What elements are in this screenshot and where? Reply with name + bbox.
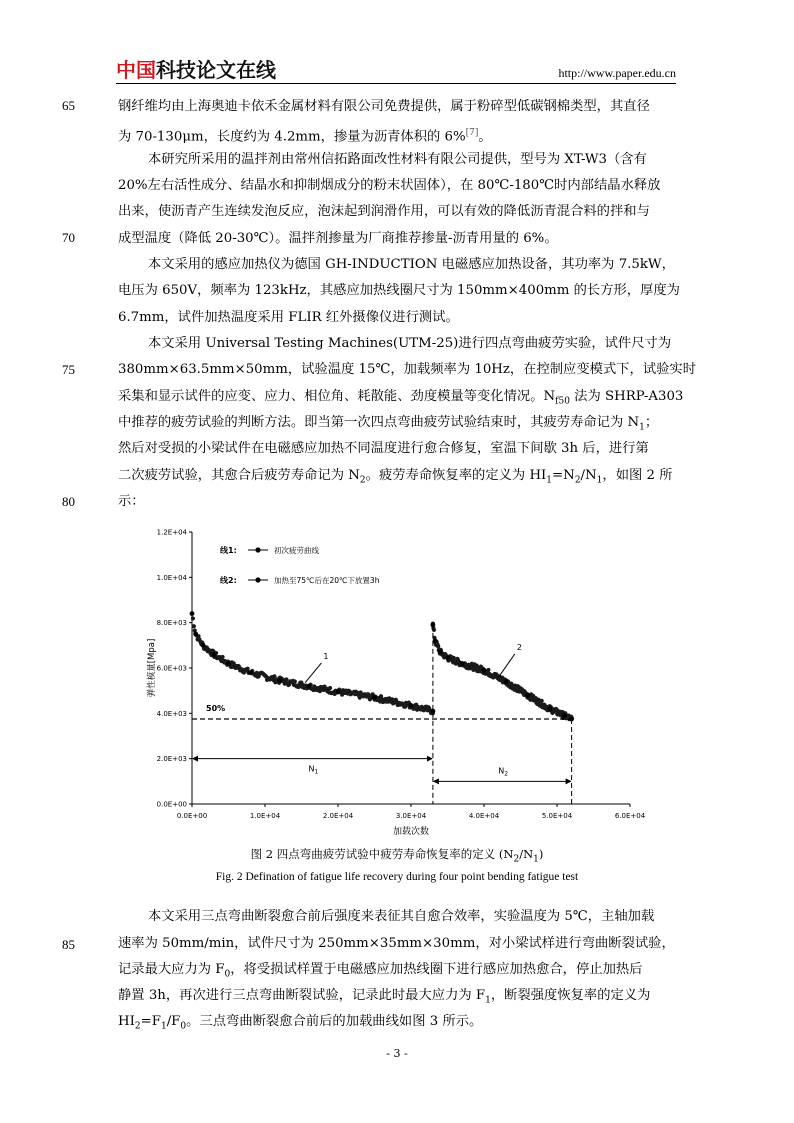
text-line: 二次疲劳试验，其愈合后疲劳寿命记为 $N_2$。疲劳寿命恢复率的定义为 $HI_1=N_2/N_1$，如图 2 所 <box>118 468 673 486</box>
y-tick-label: 0.0E+00 <box>156 800 187 809</box>
data-point <box>486 668 490 672</box>
series-2-label: 2 <box>516 642 522 652</box>
series-1-label: 1 <box>323 651 329 661</box>
text-line: 速率为 50mm/min，试件尺寸为 250mm×35mm×30mm，对小梁试样进行弯曲断裂试验， <box>118 936 675 951</box>
text-line: $HI_2=F_1/F_0$。三点弯曲断裂愈合前后的加载曲线如图 3 所示。 <box>118 1014 483 1032</box>
text-line: 本文采用 Universal Testing Machines(UTM-25)进行四点弯曲疲劳实验，试件尺寸为 <box>148 336 672 351</box>
figure-2 <box>140 524 660 844</box>
figure-caption-en: Fig. 2 Defination of fatigue life recovery during four point bending fatigue test <box>215 871 579 883</box>
text-line: 6.7mm，试件加热温度采用 FLIR 红外摄像仪进行测试。 <box>118 310 459 325</box>
y-tick-label: 2.0E+03 <box>156 755 187 764</box>
data-point <box>438 650 443 655</box>
y-tick-label: 1.2E+04 <box>156 528 187 537</box>
y-tick-label: 8.0E+03 <box>156 619 187 628</box>
line-number-75: 75 <box>62 362 75 377</box>
x-tick-label: 5.0E+04 <box>541 812 573 820</box>
text-line: 为 70-130μm，长度约为 4.2mm，掺量为沥青体积的 6%[7]。 <box>118 128 492 145</box>
legend-marker <box>255 577 260 582</box>
data-point <box>293 679 297 683</box>
line-number-80: 80 <box>62 494 75 509</box>
threshold-label: 50% <box>206 704 226 713</box>
text-line: 中推荐的疲劳试验的判断方法。即当第一次四点弯曲疲劳试验结束时，其疲劳寿命记为 $N_1$； <box>118 415 659 433</box>
x-tick-label: 6.0E+04 <box>614 812 646 820</box>
legend-entry: 加热至75℃后在20℃下放置3h <box>274 576 380 585</box>
header-rule <box>116 83 676 84</box>
y-tick-label: 1.0E+04 <box>156 573 187 582</box>
text-line: 本文采用三点弯曲断裂愈合前后强度来表征其自愈合效率，实验温度为 5℃，主轴加载 <box>148 909 655 924</box>
series-1 <box>190 611 436 715</box>
data-point <box>277 678 282 683</box>
x-tick-label: 4.0E+04 <box>468 812 500 820</box>
data-point <box>433 638 438 643</box>
text-line: 380mm×63.5mm×50mm，试验温度 15℃，加载频率为 10Hz，在控制应变模式下，试验实时 <box>118 362 697 377</box>
data-point <box>482 668 487 673</box>
text-line: 记录最大应力为 $F_0$，将受损试样置于电磁感应加热线圈下进行感应加热愈合，停止加热后 <box>118 962 643 980</box>
line-number-70: 70 <box>62 230 75 245</box>
data-point <box>409 703 414 708</box>
data-point <box>540 699 544 703</box>
data-point <box>562 713 567 718</box>
text-line: 钢纤维均由上海奥迪卡依禾金属材料有限公司免费提供，属于粉碎型低碳钢棉类型，其直径 <box>118 99 650 114</box>
y-axis-label: 弹性模量[Mpa] <box>147 638 157 698</box>
data-point <box>192 624 196 628</box>
data-point <box>201 643 206 648</box>
y-tick-label: 4.0E+03 <box>156 709 187 718</box>
data-point <box>284 677 288 681</box>
text-line: 20%左右活性成分、结晶水和抑制烟成分的粉末状固体），在 80℃-180℃时内部结晶水释放 <box>118 178 661 193</box>
data-point <box>226 661 231 666</box>
data-point <box>460 661 465 666</box>
legend-entry: 初次疲劳曲线 <box>274 546 319 555</box>
data-point <box>245 667 249 671</box>
text-line: 成型温度（降低 20-30℃）。温拌剂掺量为厂商推荐掺量-沥青用量的 6%。 <box>118 231 558 246</box>
data-point <box>190 611 195 616</box>
header-url[interactable]: http://www.paper.edu.cn <box>558 66 676 80</box>
logo-black-part: 科技论文在线 <box>156 58 276 82</box>
x-axis-label: 加载次数 <box>392 827 430 837</box>
logo-red-part: 中国 <box>116 58 156 82</box>
legend-marker <box>255 547 260 552</box>
text-line: 本研究所采用的温拌剂由常州信拓路面改性材料有限公司提供，型号为 XT-W3（含有 <box>148 152 647 167</box>
data-point <box>193 632 198 637</box>
n2-label: $N_2$ <box>498 766 509 778</box>
text-line: 示： <box>118 494 145 509</box>
x-tick-label: 2.0E+04 <box>322 812 354 820</box>
data-point <box>547 706 552 711</box>
journal-logo <box>116 58 276 82</box>
x-tick-label: 3.0E+04 <box>395 812 427 820</box>
n1-label: $N_1$ <box>308 764 319 776</box>
x-tick-label: 0.0E+00 <box>176 812 208 820</box>
y-tick-label: 6.0E+03 <box>156 664 187 673</box>
text-line: 本文采用的感应加热仪为德国 GH-INDUCTION 电磁感应加热设备，其功率为 7.5kW， <box>148 257 675 272</box>
legend-prefix: 线2: <box>220 576 237 585</box>
line-number-65: 65 <box>62 98 75 113</box>
data-point <box>220 655 224 659</box>
data-point <box>336 689 341 694</box>
text-line: 静置 3h，再次进行三点弯曲断裂试验，记录此时最大应力为 $F_1$，断裂强度恢复率的定义为 <box>118 988 651 1006</box>
page-number: - 3 - <box>386 1047 408 1060</box>
data-point <box>525 693 530 698</box>
x-tick-label: 1.0E+04 <box>249 812 281 820</box>
legend-prefix: 线1: <box>220 546 237 555</box>
data-point <box>372 695 377 700</box>
text-line: 采集和显示试件的应变、应力、相位角、耗散能、劲度模量等变化情况。$N_{f50}$ 法为 SHRP-A303 <box>118 389 684 407</box>
text-line: 出来，使沥青产生连续发泡反应，泡沫起到润滑作用，可以有效的降低沥青混合料的拌和与 <box>118 204 650 219</box>
data-point <box>306 684 311 689</box>
series-1-leader <box>305 663 321 683</box>
fatigue-chart <box>140 524 660 844</box>
data-point <box>445 655 450 660</box>
data-point <box>328 686 332 690</box>
text-line: 然后对受损的小梁试件在电磁感应加热不同温度进行愈合修复，室温下间歇 3h 后，进行第 <box>118 441 649 456</box>
citation-ref[interactable]: [7] <box>465 128 479 138</box>
page-header <box>116 58 676 84</box>
line-number-85: 85 <box>62 937 75 952</box>
data-point <box>248 670 253 675</box>
figure-caption-cn: 图 2 四点弯曲疲劳试验中疲劳寿命恢复率的定义 $(N_2/N_1)$ <box>250 847 544 865</box>
data-point <box>212 652 217 657</box>
data-point <box>191 616 195 620</box>
data-point <box>504 679 509 684</box>
series-2-leader <box>499 654 515 677</box>
text-line: 电压为 650V，频率为 123kHz，其感应加热线圈尺寸为 150mm×400mm 的长方形，厚度为 <box>118 283 680 298</box>
